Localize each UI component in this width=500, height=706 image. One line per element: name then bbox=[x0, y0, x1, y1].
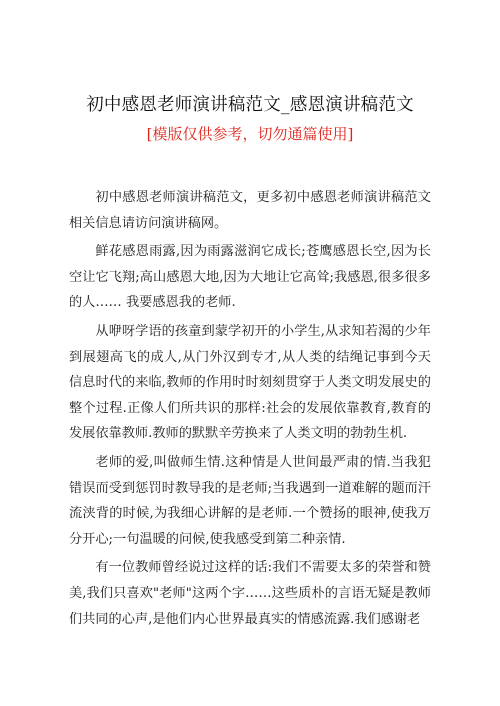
document-subtitle: [模版仅供参考，切勿通篇使用] bbox=[146, 125, 354, 143]
paragraph-teacher-role: 从咿呀学语的孩童到蒙学初开的小学生,从求知若渴的少年到展翅高飞的成人,从门外汉到专才,从人类的结绳记事到今天信息时代的来临,教师的作用时时刻刻贯穿于人类文明发展史的整个过程.正像人们所共识的那样:社会的发展依靠教育,教育的发展依靠教师.教师的默默辛劳换来了人类文明的勃勃生机. bbox=[69, 323, 431, 442]
paragraph-teacher-love: 老师的爱,叫做师生情.这种情是人世间最严肃的情.当我犯错误而受到惩罚时教导我的是老师;当我遇到一道难解的题而汗流浃背的时候,为我细心讲解的是老师.一个赞扬的眼神,使我万分开心;一句温暖的问候,使我感受到第二种亲情. bbox=[69, 454, 431, 547]
document-title: 初中感恩老师演讲稿范文_感恩演讲稿范文 bbox=[86, 95, 414, 115]
paragraph-teacher-quote: 有一位教师曾经说过这样的话:我们不需要太多的荣誉和赞美,我们只喜欢"老师"这两个字……这些质朴的言语无疑是教师们共同的心声,是他们内心世界最真实的情感流露.我们感谢老 bbox=[69, 560, 431, 627]
paragraph-gratitude: 鲜花感恩雨露,因为雨露滋润它成长;苍鹰感恩长空,因为长空让它飞翔;高山感恩大地,因为大地让它高耸;我感恩,很多很多的人…… 我要感恩我的老师. bbox=[69, 244, 431, 311]
paragraph-intro: 初中感恩老师演讲稿范文，更多初中感恩老师演讲稿范文相关信息请访问演讲稿网。 bbox=[69, 190, 431, 231]
document-body bbox=[69, 185, 431, 632]
